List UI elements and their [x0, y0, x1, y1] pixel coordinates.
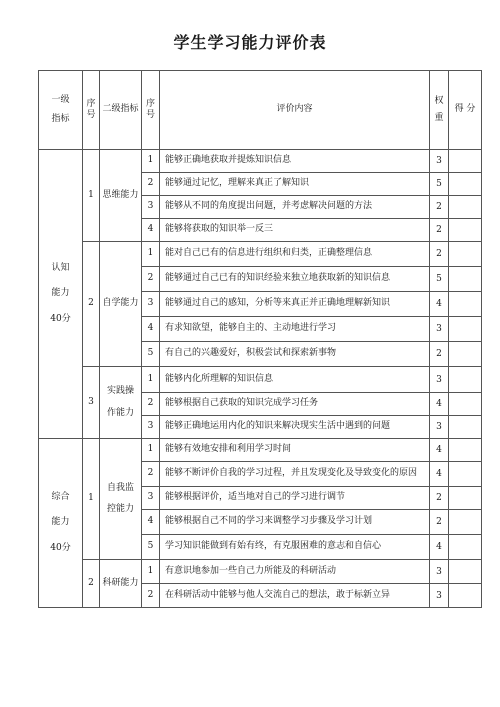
item-weight: 3 — [430, 367, 449, 393]
item-seq: 1 — [142, 439, 160, 462]
item-seq: 1 — [142, 242, 160, 267]
header-seq-a: 序 号 — [83, 71, 100, 150]
item-content: 能够通过自己的感知，分析等来真正并正确地理解新知识 — [160, 292, 430, 317]
item-weight: 4 — [430, 292, 449, 317]
item-score-cell[interactable] — [449, 242, 482, 267]
item-weight: 2 — [430, 219, 449, 242]
item-score-cell[interactable] — [449, 367, 482, 393]
header-row — [39, 71, 482, 150]
item-seq: 5 — [142, 535, 160, 560]
item-seq: 1 — [142, 150, 160, 173]
item-seq: 2 — [142, 393, 160, 416]
level1-label-line: 能力 — [51, 288, 70, 299]
item-content: 能够不断评价自我的学习过程，并且发现变化及导致变化的原因 — [160, 462, 430, 487]
item-weight: 3 — [430, 584, 449, 608]
header-score: 得 分 — [449, 71, 482, 150]
item-seq: 3 — [142, 416, 160, 439]
header-level2: 二级指标 — [100, 71, 142, 150]
item-weight: 3 — [430, 416, 449, 439]
item-seq: 1 — [142, 560, 160, 584]
item-weight: 2 — [430, 487, 449, 510]
item-weight: 2 — [430, 342, 449, 367]
item-content: 能够根据自己不同的学习来调整学习步骤及学习计划 — [160, 510, 430, 535]
item-content: 能够有效地安排和利用学习时间 — [160, 439, 430, 462]
header-seq-b: 序 号 — [142, 71, 160, 150]
item-seq: 2 — [142, 584, 160, 608]
level2-label-line: 自学能力 — [102, 298, 139, 309]
item-content: 能够根据自己获取的知识完成学习任务 — [160, 393, 430, 416]
item-content: 学习知识能做到有始有终，有克服困难的意志和自信心 — [160, 535, 430, 560]
item-seq: 2 — [142, 462, 160, 487]
item-score-cell[interactable] — [449, 535, 482, 560]
item-score-cell[interactable] — [449, 150, 482, 173]
item-score-cell[interactable] — [449, 487, 482, 510]
level1-label-line: 40分 — [50, 542, 71, 553]
level2-seq: 2 — [83, 242, 100, 367]
item-content: 在科研活动中能够与他人交流自己的想法，敢于标新立异 — [160, 584, 430, 608]
item-score-cell[interactable] — [449, 219, 482, 242]
table-row — [39, 560, 482, 584]
item-content: 有意识地参加一些自己力所能及的科研活动 — [160, 560, 430, 584]
item-seq: 4 — [142, 219, 160, 242]
header-weight: 权 重 — [430, 71, 449, 150]
table-row — [39, 150, 482, 173]
level2-label-line: 科研能力 — [102, 577, 139, 588]
level2-indicator — [100, 242, 142, 367]
item-weight: 5 — [430, 267, 449, 292]
item-weight: 4 — [430, 462, 449, 487]
level2-seq: 2 — [83, 560, 100, 608]
level2-indicator — [100, 560, 142, 608]
level2-label-line: 自我监 — [106, 482, 134, 493]
level2-seq: 1 — [83, 150, 100, 242]
item-content: 能够正确地获取并提炼知识信息 — [160, 150, 430, 173]
level2-seq: 1 — [83, 439, 100, 560]
item-content: 有自己的兴趣爱好，积极尝试和探索新事物 — [160, 342, 430, 367]
item-content: 能够通过记忆，理解来真正了解知识 — [160, 173, 430, 196]
item-weight: 4 — [430, 439, 449, 462]
item-seq: 3 — [142, 292, 160, 317]
evaluation-table — [38, 70, 482, 608]
item-content: 能够将获取的知识举一反三 — [160, 219, 430, 242]
item-content: 能够通过自己已有的知识经验来独立地获取新的知识信息 — [160, 267, 430, 292]
level1-label-line: 认知 — [51, 263, 70, 274]
item-score-cell[interactable] — [449, 342, 482, 367]
table-row — [39, 367, 482, 393]
level2-seq: 3 — [83, 367, 100, 439]
item-seq: 4 — [142, 317, 160, 342]
item-weight: 5 — [430, 173, 449, 196]
header-content: 评价内容 — [160, 71, 430, 150]
level2-label-line: 实践操 — [106, 386, 134, 397]
level1-indicator — [39, 439, 83, 608]
level1-label-line: 综合 — [51, 492, 70, 503]
item-score-cell[interactable] — [449, 510, 482, 535]
table-row — [39, 242, 482, 267]
item-seq: 2 — [142, 267, 160, 292]
item-score-cell[interactable] — [449, 439, 482, 462]
item-content: 有求知欲望，能够自主的、主动地进行学习 — [160, 317, 430, 342]
item-weight: 3 — [430, 150, 449, 173]
item-content: 能够内化所理解的知识信息 — [160, 367, 430, 393]
item-seq: 5 — [142, 342, 160, 367]
item-score-cell[interactable] — [449, 317, 482, 342]
level1-indicator — [39, 150, 83, 439]
item-content: 能够根据评价，适当地对自己的学习进行调节 — [160, 487, 430, 510]
level2-label-line: 思维能力 — [102, 189, 139, 200]
item-seq: 2 — [142, 173, 160, 196]
item-seq: 3 — [142, 487, 160, 510]
item-score-cell[interactable] — [449, 173, 482, 196]
item-score-cell[interactable] — [449, 416, 482, 439]
item-weight: 3 — [430, 317, 449, 342]
item-weight: 2 — [430, 242, 449, 267]
item-score-cell[interactable] — [449, 560, 482, 584]
item-score-cell[interactable] — [449, 196, 482, 219]
item-weight: 3 — [430, 560, 449, 584]
page-title: 学生学习能力评价表 — [173, 33, 327, 52]
item-seq: 4 — [142, 510, 160, 535]
item-weight: 2 — [430, 196, 449, 219]
item-content: 能对自己已有的信息进行组织和归类，正确整理信息 — [160, 242, 430, 267]
item-content: 能够从不同的角度提出问题，并考虑解决问题的方法 — [160, 196, 430, 219]
header-level1: 一级 指标 — [39, 71, 83, 150]
item-score-cell[interactable] — [449, 292, 482, 317]
level2-indicator — [100, 439, 142, 560]
item-score-cell[interactable] — [449, 267, 482, 292]
level2-label-line: 作能力 — [106, 407, 134, 418]
table-row — [39, 439, 482, 462]
level1-label-line: 能力 — [51, 517, 70, 528]
item-score-cell[interactable] — [449, 462, 482, 487]
item-score-cell[interactable] — [449, 584, 482, 608]
level2-label-line: 控能力 — [106, 504, 134, 514]
item-score-cell[interactable] — [449, 393, 482, 416]
item-weight: 4 — [430, 393, 449, 416]
table-body — [39, 71, 482, 608]
level1-label-line: 40分 — [50, 313, 71, 324]
item-weight: 4 — [430, 535, 449, 560]
item-weight: 2 — [430, 510, 449, 535]
item-content: 能够正确地运用内化的知识来解决现实生活中遇到的问题 — [160, 416, 430, 439]
level2-indicator — [100, 150, 142, 242]
item-seq: 3 — [142, 196, 160, 219]
item-seq: 1 — [142, 367, 160, 393]
level2-indicator — [100, 367, 142, 439]
